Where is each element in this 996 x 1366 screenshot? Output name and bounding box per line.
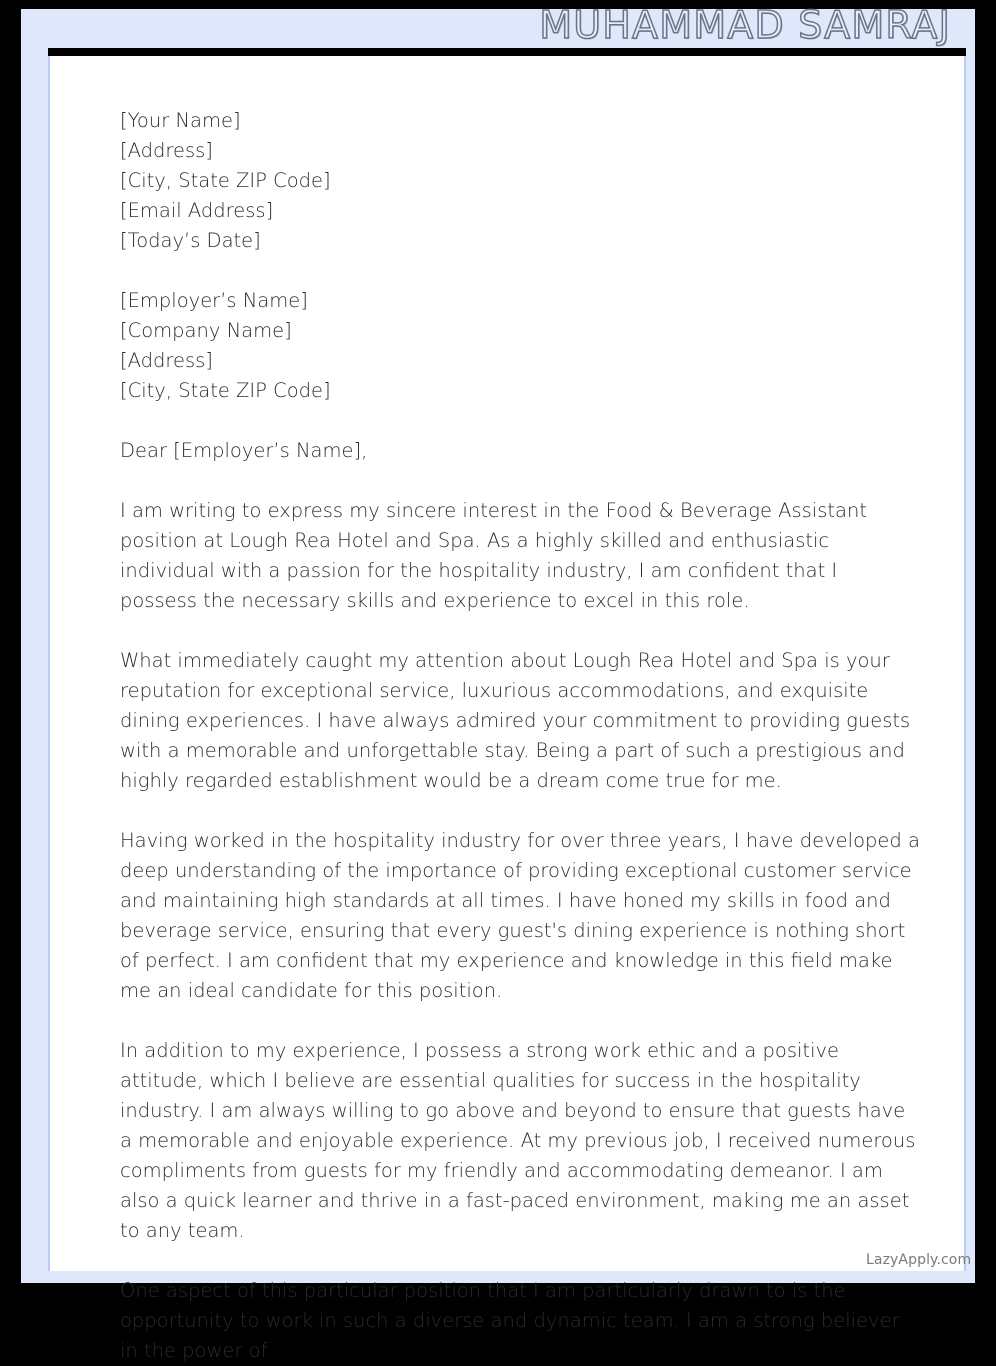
letter-paragraph xyxy=(120,646,920,796)
sender-address-block xyxy=(120,106,920,256)
paragraph-text: What immediately caught my attention about Lough Rea Hotel and Spa is your reputation for exceptional service, luxurious accommodations, and exquisite dining experiences. I have always admired your commitment to providing guests with a memorable and unforgettable stay. Being a part of such a prestigious and highly regarded establishment would be a dream come true for me. xyxy=(120,649,911,792)
letter-paragraph xyxy=(120,1036,920,1246)
recipient-line: [Address] xyxy=(120,349,213,372)
sender-line: [Today’s Date] xyxy=(120,229,261,252)
sender-line: [Your Name] xyxy=(120,109,241,132)
letter-paragraph xyxy=(120,1276,920,1366)
paragraph-text: One aspect of this particular position that I am particularly drawn to is the opportunity to work in such a diverse and dynamic team. I am a strong believer in the power of xyxy=(120,1279,900,1362)
paragraph-text: In addition to my experience, I possess a strong work ethic and a positive attitude, which I believe are essential qualities for success in the hospitality industry. I am always willing to go above and beyond to ensure that guests have a memorable and enjoyable experience. At my previous job, I received numerous compliments from guests for my friendly and accommodating demeanor. I am also a quick learner and thrive in a fast-paced environment, making me an asset to any team. xyxy=(120,1039,916,1242)
sender-line: [Email Address] xyxy=(120,199,274,222)
recipient-line: [City, State ZIP Code] xyxy=(120,379,331,402)
recipient-line: [Company Name] xyxy=(120,319,292,342)
document-header-band xyxy=(21,2,951,48)
recipient-line: [Employer’s Name] xyxy=(120,289,308,312)
letter-paragraph xyxy=(120,826,920,1006)
document-viewer[interactable] xyxy=(21,3,975,1362)
salutation-line: Dear [Employer’s Name], xyxy=(120,439,368,462)
recipient-address-block xyxy=(120,286,920,406)
salutation-block xyxy=(120,436,920,466)
paragraph-text: Having worked in the hospitality industry for over three years, I have developed a deep understanding of the importance of providing exceptional customer service and maintaining high standards at all times. I have honed my skills in food and beverage service, ensuring that every guest's dining experience is nothing short of perfect. I am confident that my experience and knowledge in this field make me an ideal candidate for this position. xyxy=(120,829,920,1002)
sender-line: [City, State ZIP Code] xyxy=(120,169,331,192)
letter-paragraph xyxy=(120,496,920,616)
watermark-label: LazyApply.com xyxy=(866,1252,972,1268)
candidate-name-heading: MUHAMMAD SAMRAJ xyxy=(539,3,951,47)
cover-letter-body xyxy=(120,106,920,1366)
paragraph-text: I am writing to express my sincere interest in the Food & Beverage Assistant position at Lough Rea Hotel and Spa. As a highly skilled and enthusiastic individual with a passion for the hospitality industry, I am confident that I possess the necessary skills and experience to excel in this role. xyxy=(120,499,867,612)
sender-line: [Address] xyxy=(120,139,213,162)
